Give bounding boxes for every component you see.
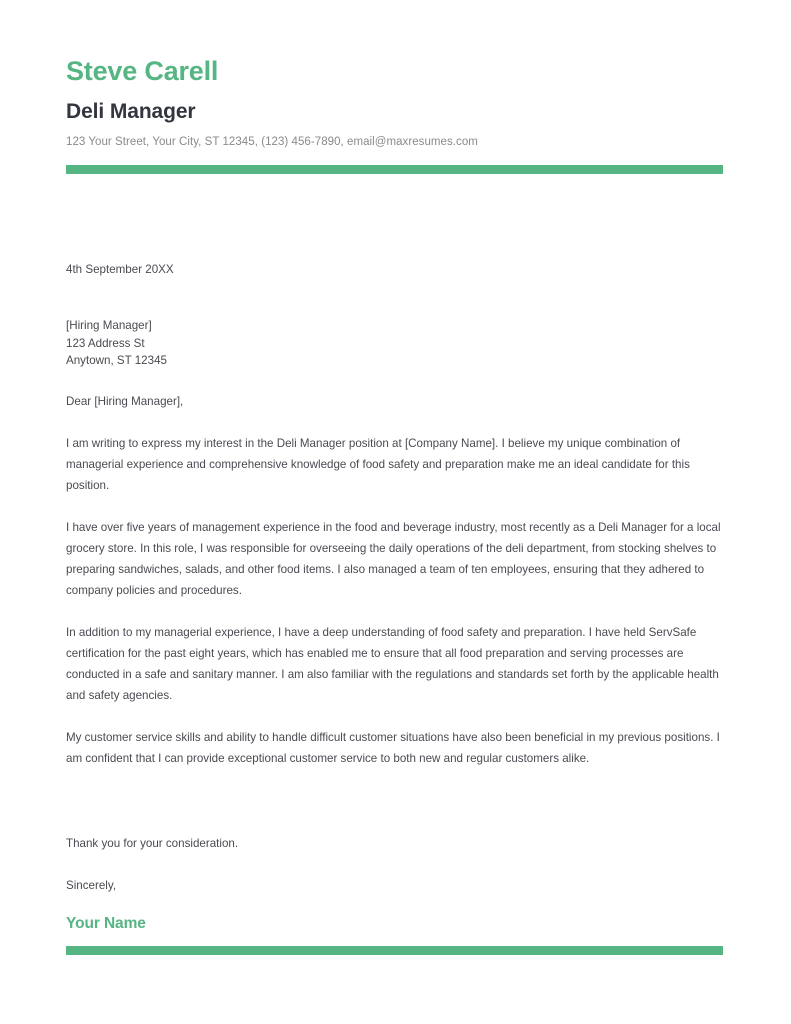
body-paragraph: I am writing to express my interest in the Deli Manager position at [Company Name]. I believe my unique combination of managerial experience and comprehensive knowledge of food safety and preparation make me an ideal candidate for this position. <box>66 436 690 492</box>
applicant-name: Steve Carell <box>66 56 219 86</box>
salutation: Dear [Hiring Manager], <box>66 394 184 408</box>
closing-signoff: Sincerely, <box>66 878 117 892</box>
recipient-address-block <box>66 317 723 370</box>
signature-name: Your Name <box>66 914 146 932</box>
recipient-line: [Hiring Manager] <box>66 319 152 332</box>
body-paragraph: My customer service skills and ability to handle difficult customer situations have also been beneficial in my previous positions. I am confident that I can provide exceptional customer service to both new and regular customers alike. <box>66 730 720 765</box>
body-paragraph: In addition to my managerial experience, I have a deep understanding of food safety and preparation. I have held ServSafe certification for the past eight years, which has enabled me to ensure that all food preparation and serving processes are conducted in a safe and sanitary manner. I am also familiar with the regulations and standards set forth by the applicable health and safety agencies. <box>66 625 719 702</box>
contact-info-line: 123 Your Street, Your City, ST 12345, (123) 456-7890, email@maxresumes.com <box>66 136 478 149</box>
recipient-line: 123 Address St <box>66 336 145 350</box>
body-paragraph: I have over five years of management experience in the food and beverage industry, most recently as a Deli Manager for a local grocery store. In this role, I was responsible for overseeing the daily operations of the deli department, from stocking shelves to preparing sandwiches, salads, and other food items. I also managed a team of ten employees, ensuring that they adhered to company policies and procedures. <box>66 520 721 597</box>
job-title: Deli Manager <box>66 100 196 124</box>
closing-thanks: Thank you for your consideration. <box>66 836 239 850</box>
header-accent-rule <box>66 165 723 174</box>
letter-header <box>66 0 723 150</box>
recipient-line: Anytown, ST 12345 <box>66 354 167 367</box>
letter-date: 4th September 20XX <box>66 263 174 276</box>
footer-accent-rule <box>66 946 723 955</box>
letter-body <box>66 259 723 933</box>
